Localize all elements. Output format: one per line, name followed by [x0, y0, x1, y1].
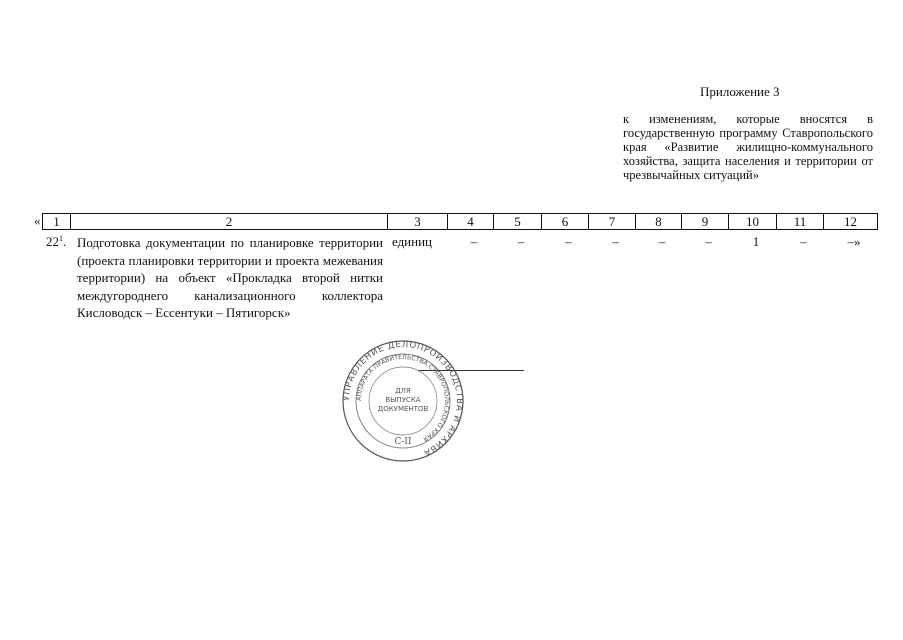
- stamp-center-line-1: ДЛЯ: [395, 387, 411, 395]
- column-header: 1: [43, 214, 71, 230]
- stamp-outer-text: УПРАВЛЕНИЕ ДЕЛОПРОИЗВОДСТВА И АРХИВА: [341, 340, 465, 458]
- row-number-main: 22: [46, 234, 59, 249]
- column-header: 11: [777, 214, 824, 230]
- stamp-center-line-2: ВЫПУСКА: [385, 396, 421, 404]
- value-cell: –: [612, 234, 619, 249]
- appendix-description: к изменениям, которые вносятся в государственную программу Ставропольского края «Развитие жилищно-коммунального хозяйства, защита населения и территории от чрезвычайных ситуаций»: [623, 112, 873, 182]
- row-number: [46, 234, 66, 250]
- value-cell: –: [517, 234, 525, 249]
- value-cell: –: [470, 234, 478, 249]
- column-header: 7: [589, 214, 636, 230]
- column-header: 6: [542, 214, 589, 230]
- value-cell: –»: [847, 234, 861, 249]
- row-number-suffix: .: [63, 234, 67, 249]
- column-header: 9: [682, 214, 729, 230]
- column-header: 4: [448, 214, 494, 230]
- row-number-superscript: 1: [59, 234, 63, 243]
- opening-quote: «: [34, 213, 41, 228]
- column-header: 12: [824, 214, 878, 230]
- unit-cell: единиц: [391, 234, 433, 249]
- stamp-inner-text: АППАРАТА ПРАВИТЕЛЬСТВА СТАВРОПОЛЬСКОГО КРАЯ: [355, 353, 451, 443]
- row-description: Подготовка документации по планировке территории (проекта планировки территории и проекта межевания территории) на объект «Прокладка второй нитки междугороднего канализационного коллектора Кисловодск – Ессентуки – Пятигорск»: [77, 235, 383, 320]
- value-cell: 1: [752, 234, 760, 249]
- column-header: 8: [636, 214, 682, 230]
- appendix-title: Приложение 3: [700, 84, 780, 99]
- column-header: 2: [71, 214, 388, 230]
- column-header: 3: [388, 214, 448, 230]
- value-cell: –: [705, 234, 712, 249]
- value-cell: –: [565, 234, 572, 249]
- official-stamp: [340, 340, 466, 462]
- value-cell: –: [658, 234, 666, 249]
- column-header-row: [43, 214, 878, 230]
- column-header: 10: [729, 214, 777, 230]
- value-cell: –: [800, 234, 807, 249]
- column-header: 5: [494, 214, 542, 230]
- stamp-center-line-3: ДОКУМЕНТОВ: [377, 405, 429, 413]
- column-number-table: [42, 213, 878, 230]
- stamp-code: С-II: [394, 437, 412, 447]
